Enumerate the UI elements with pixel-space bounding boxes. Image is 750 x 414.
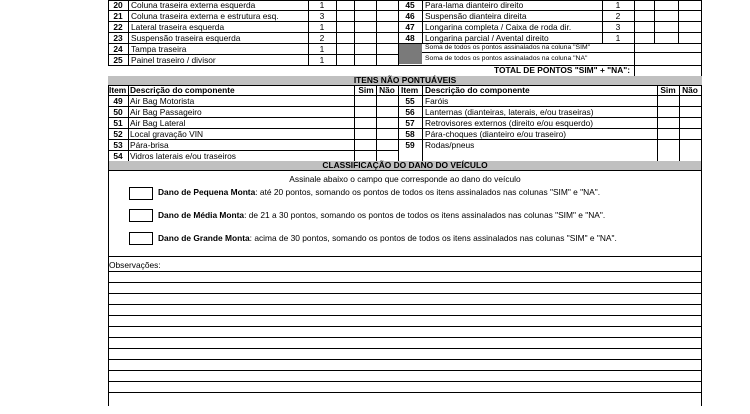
header-nao-right: Não bbox=[682, 85, 698, 95]
sum-na-label: Soma de todos os pontos assinalados na coluna "NA" bbox=[425, 54, 588, 62]
item-description: Suspensão dianteira direita bbox=[425, 10, 527, 21]
item-number: 54 bbox=[113, 150, 123, 161]
item-points: 2 bbox=[319, 32, 325, 43]
item-description: Tampa traseira bbox=[131, 43, 187, 54]
item-number: 51 bbox=[113, 117, 123, 128]
item-description: Local gravação VIN bbox=[130, 128, 204, 139]
item-number: 48 bbox=[405, 32, 415, 43]
item-number: 55 bbox=[405, 95, 415, 106]
grande-monta-checkbox[interactable] bbox=[129, 232, 153, 245]
non-scoring-title: ITENS NÃO PONTUÁVEIS bbox=[108, 76, 702, 85]
item-description: Pára-brisa bbox=[130, 139, 169, 150]
item-number: 58 bbox=[405, 128, 415, 139]
item-points: 3 bbox=[615, 21, 621, 32]
header-nao-left: Não bbox=[379, 85, 395, 95]
media-monta-checkbox[interactable] bbox=[129, 209, 153, 222]
item-number: 25 bbox=[113, 54, 123, 65]
option-text: : acima de 30 pontos, somando os pontos de todos os itens assinalados nas colunas "SIM" e "NA". bbox=[249, 233, 617, 243]
item-number: 47 bbox=[405, 21, 415, 32]
item-description: Faróis bbox=[425, 95, 449, 106]
sum-na-value-field[interactable] bbox=[635, 53, 701, 64]
item-description: Lanternas (dianteiras, laterais, e/ou traseiras) bbox=[425, 106, 594, 117]
item-description: Suspensão traseira esquerda bbox=[131, 32, 241, 43]
classification-title: CLASSIFICAÇÃO DO DANO DO VEÍCULO bbox=[108, 161, 702, 170]
header-item-left: Item bbox=[109, 85, 127, 95]
sum-sim-value-field[interactable] bbox=[635, 44, 701, 52]
item-points: 1 bbox=[319, 43, 325, 54]
observations-label: Observações: bbox=[109, 260, 161, 270]
option-label: Dano de Pequena Monta bbox=[158, 187, 256, 197]
pequena-monta-checkbox[interactable] bbox=[129, 187, 153, 200]
inspection-form-page bbox=[108, 0, 702, 414]
sum-sim-label: Soma de todos os pontos assinalados na coluna "SIM" bbox=[425, 43, 591, 51]
item-number: 59 bbox=[405, 139, 415, 150]
header-desc-left: Descrição do componente bbox=[130, 85, 235, 95]
header-sim-right: Sim bbox=[660, 85, 676, 95]
item-number: 24 bbox=[113, 43, 123, 54]
item-description: Air Bag Lateral bbox=[130, 117, 186, 128]
option-text: : de 21 a 30 pontos, somando os pontos de todos os itens assinalados nas colunas "SIM" e "NA". bbox=[244, 210, 606, 220]
item-number: 45 bbox=[405, 0, 415, 10]
item-number: 23 bbox=[113, 32, 123, 43]
item-points: 1 bbox=[319, 0, 325, 10]
item-number: 50 bbox=[113, 106, 123, 117]
item-number: 52 bbox=[113, 128, 123, 139]
header-sim-left: Sim bbox=[358, 85, 374, 95]
item-description: Longarina parcial / Avental direito bbox=[425, 32, 549, 43]
item-points: 1 bbox=[319, 54, 325, 65]
item-number: 53 bbox=[113, 139, 123, 150]
gray-spacer-cell bbox=[399, 44, 422, 64]
header-desc-right: Descrição do componente bbox=[425, 85, 530, 95]
option-text: : até 20 pontos, somando os pontos de todos os itens assinalados nas colunas "SIM" e "NA". bbox=[255, 187, 601, 197]
item-number: 56 bbox=[405, 106, 415, 117]
total-points-value-field[interactable] bbox=[635, 66, 701, 76]
item-description: Vidros laterais e/ou traseiros bbox=[130, 150, 236, 161]
item-number: 21 bbox=[113, 10, 123, 21]
item-points: 1 bbox=[615, 0, 621, 10]
item-points: 1 bbox=[615, 32, 621, 43]
item-number: 46 bbox=[405, 10, 415, 21]
item-description: Coluna traseira externa e estrutura esq. bbox=[131, 10, 279, 21]
item-description: Pára-choques (dianteiro e/ou traseiro) bbox=[425, 128, 567, 139]
item-points: 2 bbox=[615, 10, 621, 21]
total-points-label: TOTAL DE PONTOS "SIM" + "NA": bbox=[493, 65, 630, 75]
classification-instruction: Assinale abaixo o campo que corresponde ao dano do veículo bbox=[289, 174, 521, 184]
item-points: 3 bbox=[319, 10, 325, 21]
item-description: Air Bag Motorista bbox=[130, 95, 195, 106]
item-description: Para-lama dianteiro direito bbox=[425, 0, 524, 10]
item-description: Coluna traseira externa esquerda bbox=[131, 0, 256, 10]
item-number: 57 bbox=[405, 117, 415, 128]
item-description: Air Bag Passageiro bbox=[130, 106, 202, 117]
item-description: Longarina completa / Caixa de roda dir. bbox=[425, 21, 572, 32]
item-number: 22 bbox=[113, 21, 123, 32]
item-points: 1 bbox=[319, 21, 325, 32]
item-number: 20 bbox=[113, 0, 123, 10]
item-description: Rodas/pneus bbox=[425, 139, 475, 150]
item-number: 49 bbox=[113, 95, 123, 106]
header-item-right: Item bbox=[401, 85, 419, 95]
option-label: Dano de Grande Monta bbox=[158, 233, 250, 243]
item-description: Painel traseiro / divisor bbox=[131, 54, 216, 65]
item-description: Lateral traseira esquerda bbox=[131, 21, 225, 32]
option-label: Dano de Média Monta bbox=[158, 210, 245, 220]
item-description: Retrovisores externos (direito e/ou esquerdo) bbox=[425, 117, 594, 128]
